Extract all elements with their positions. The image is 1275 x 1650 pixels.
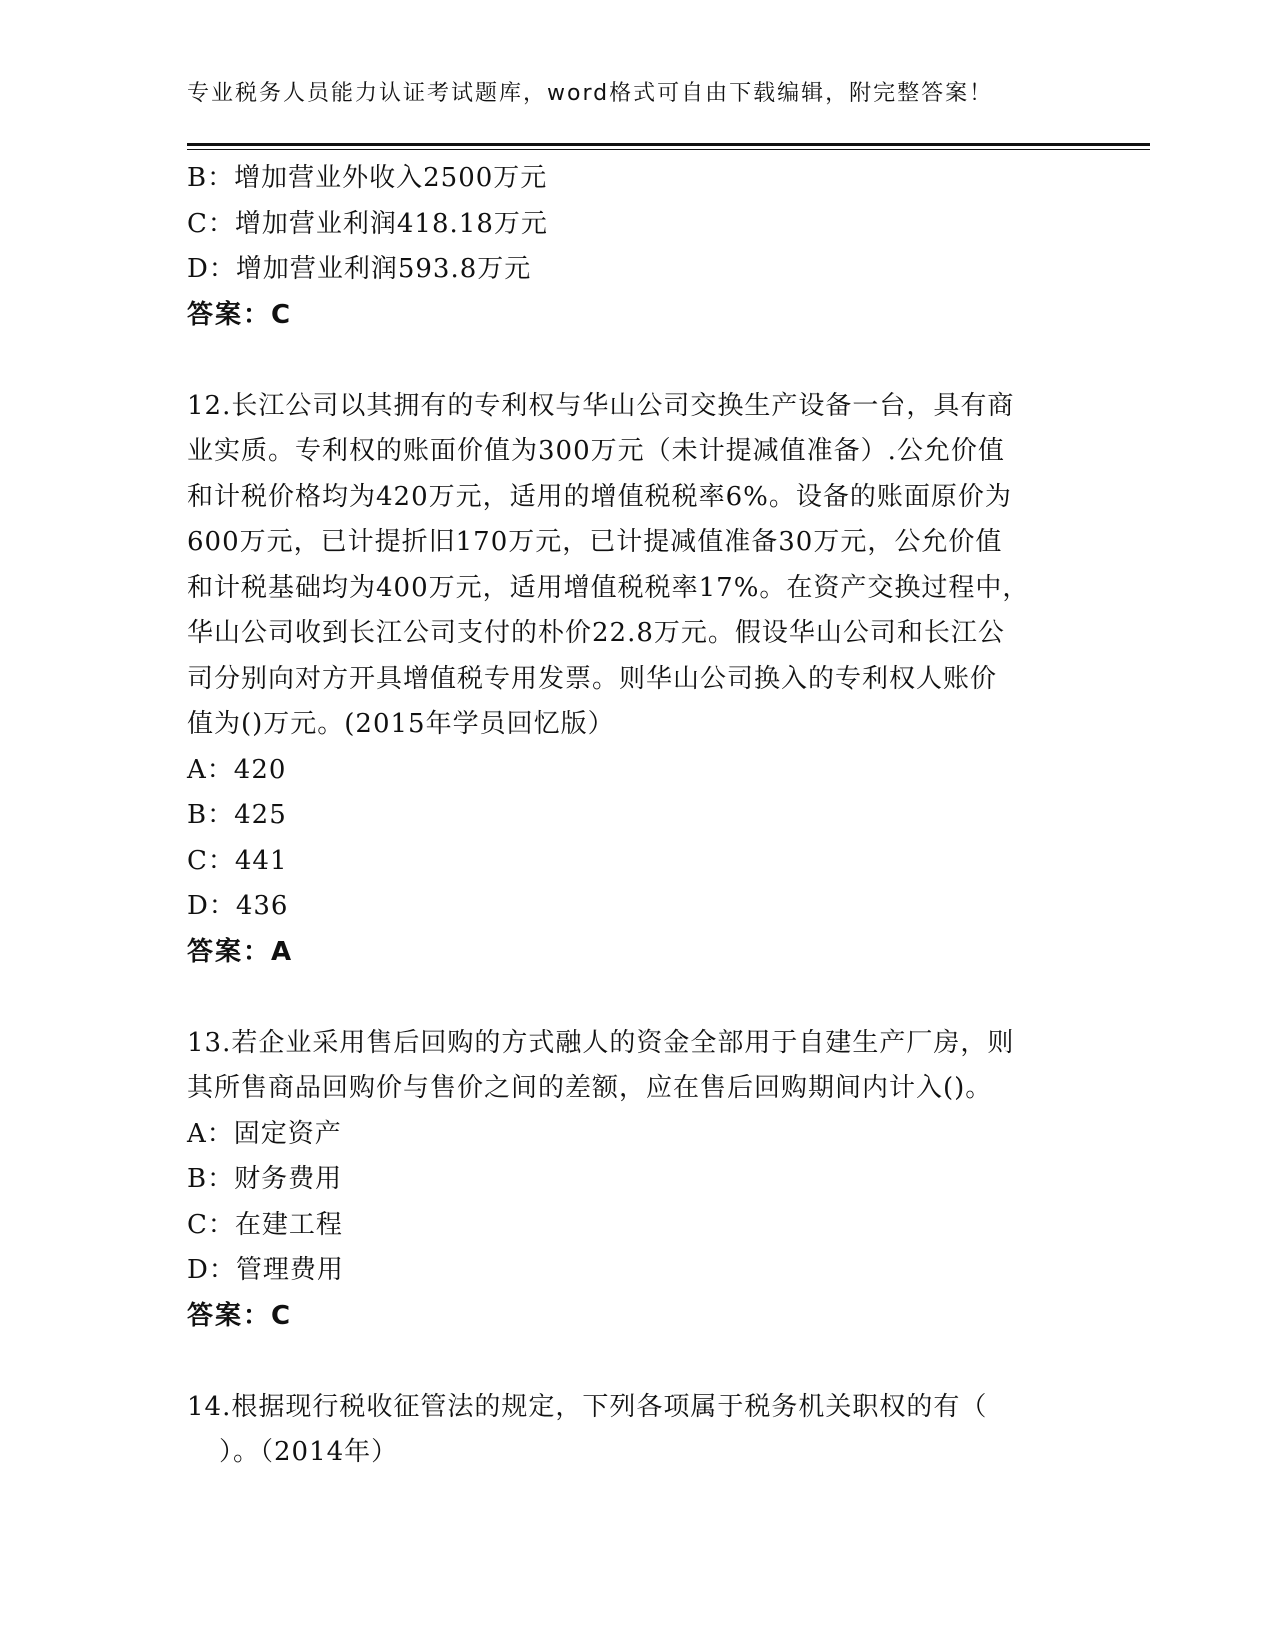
option-c: C：441	[187, 845, 288, 876]
option-b: B：425	[187, 800, 287, 830]
question-stem-line: 和计税基础均为400万元，适用增值税税率17%。在资产交换过程中，	[187, 572, 1030, 603]
question-stem-line: ）。（2014年）	[219, 1437, 399, 1467]
document-body	[187, 156, 1082, 1476]
page-header: 专业税务人员能力认证考试题库，word格式可自由下载编辑，附完整答案！	[187, 81, 994, 106]
option-d: D：436	[187, 891, 289, 921]
option-a: A：420	[187, 754, 287, 785]
option-b: B：增加营业外收入2500万元	[187, 163, 548, 193]
spacer	[187, 338, 1082, 384]
question-stem-line: 业实质。专利权的账面价值为300万元（未计提减值准备）.公允价值	[187, 436, 1005, 466]
option-c: C：增加营业利润418.18万元	[187, 208, 548, 239]
question-13	[187, 1021, 1082, 1340]
question-stem-line: 12.长江公司以其拥有的专利权与华山公司交换生产设备一台，具有商	[187, 390, 1015, 421]
spacer	[187, 975, 1082, 1021]
question-12	[187, 384, 1082, 976]
option-a: A：固定资产	[187, 1118, 342, 1149]
question-stem-line: 和计税价格均为420万元，适用的增值税税率6%。设备的账面原价为	[187, 481, 1012, 512]
header-divider-thick	[187, 143, 1150, 146]
question-stem-line: 其所售商品回购价与售价之间的差额，应在售后回购期间内计入()。	[187, 1073, 993, 1103]
question-14	[187, 1385, 1082, 1476]
question-stem-line: 值为()万元。(2015年学员回忆版）	[187, 709, 615, 739]
question-11	[187, 156, 1082, 338]
question-stem-line: 14.根据现行税收征管法的规定，下列各项属于税务机关职权的有（	[187, 1391, 988, 1422]
question-stem-line: 司分别向对方开具增值税专用发票。则华山公司换入的专利权人账价	[187, 663, 998, 694]
spacer	[187, 1339, 1082, 1385]
header-divider-thin	[187, 149, 1150, 150]
option-d: D：增加营业利润593.8万元	[187, 254, 532, 284]
answer-line: 答案：C	[187, 299, 293, 330]
answer-line: 答案：C	[187, 1300, 293, 1331]
option-b: B：财务费用	[187, 1164, 343, 1194]
option-c: C：在建工程	[187, 1209, 343, 1240]
question-stem-line: 600万元，已计提折旧170万元，已计提减值准备30万元，公允价值	[187, 527, 1003, 557]
option-d: D：管理费用	[187, 1255, 344, 1285]
question-stem-line: 13.若企业采用售后回购的方式融人的资金全部用于自建生产厂房，则	[187, 1027, 1015, 1058]
answer-line: 答案：A	[187, 936, 294, 967]
question-stem-line: 华山公司收到长江公司支付的朴价22.8万元。假设华山公司和长江公	[187, 618, 1005, 648]
